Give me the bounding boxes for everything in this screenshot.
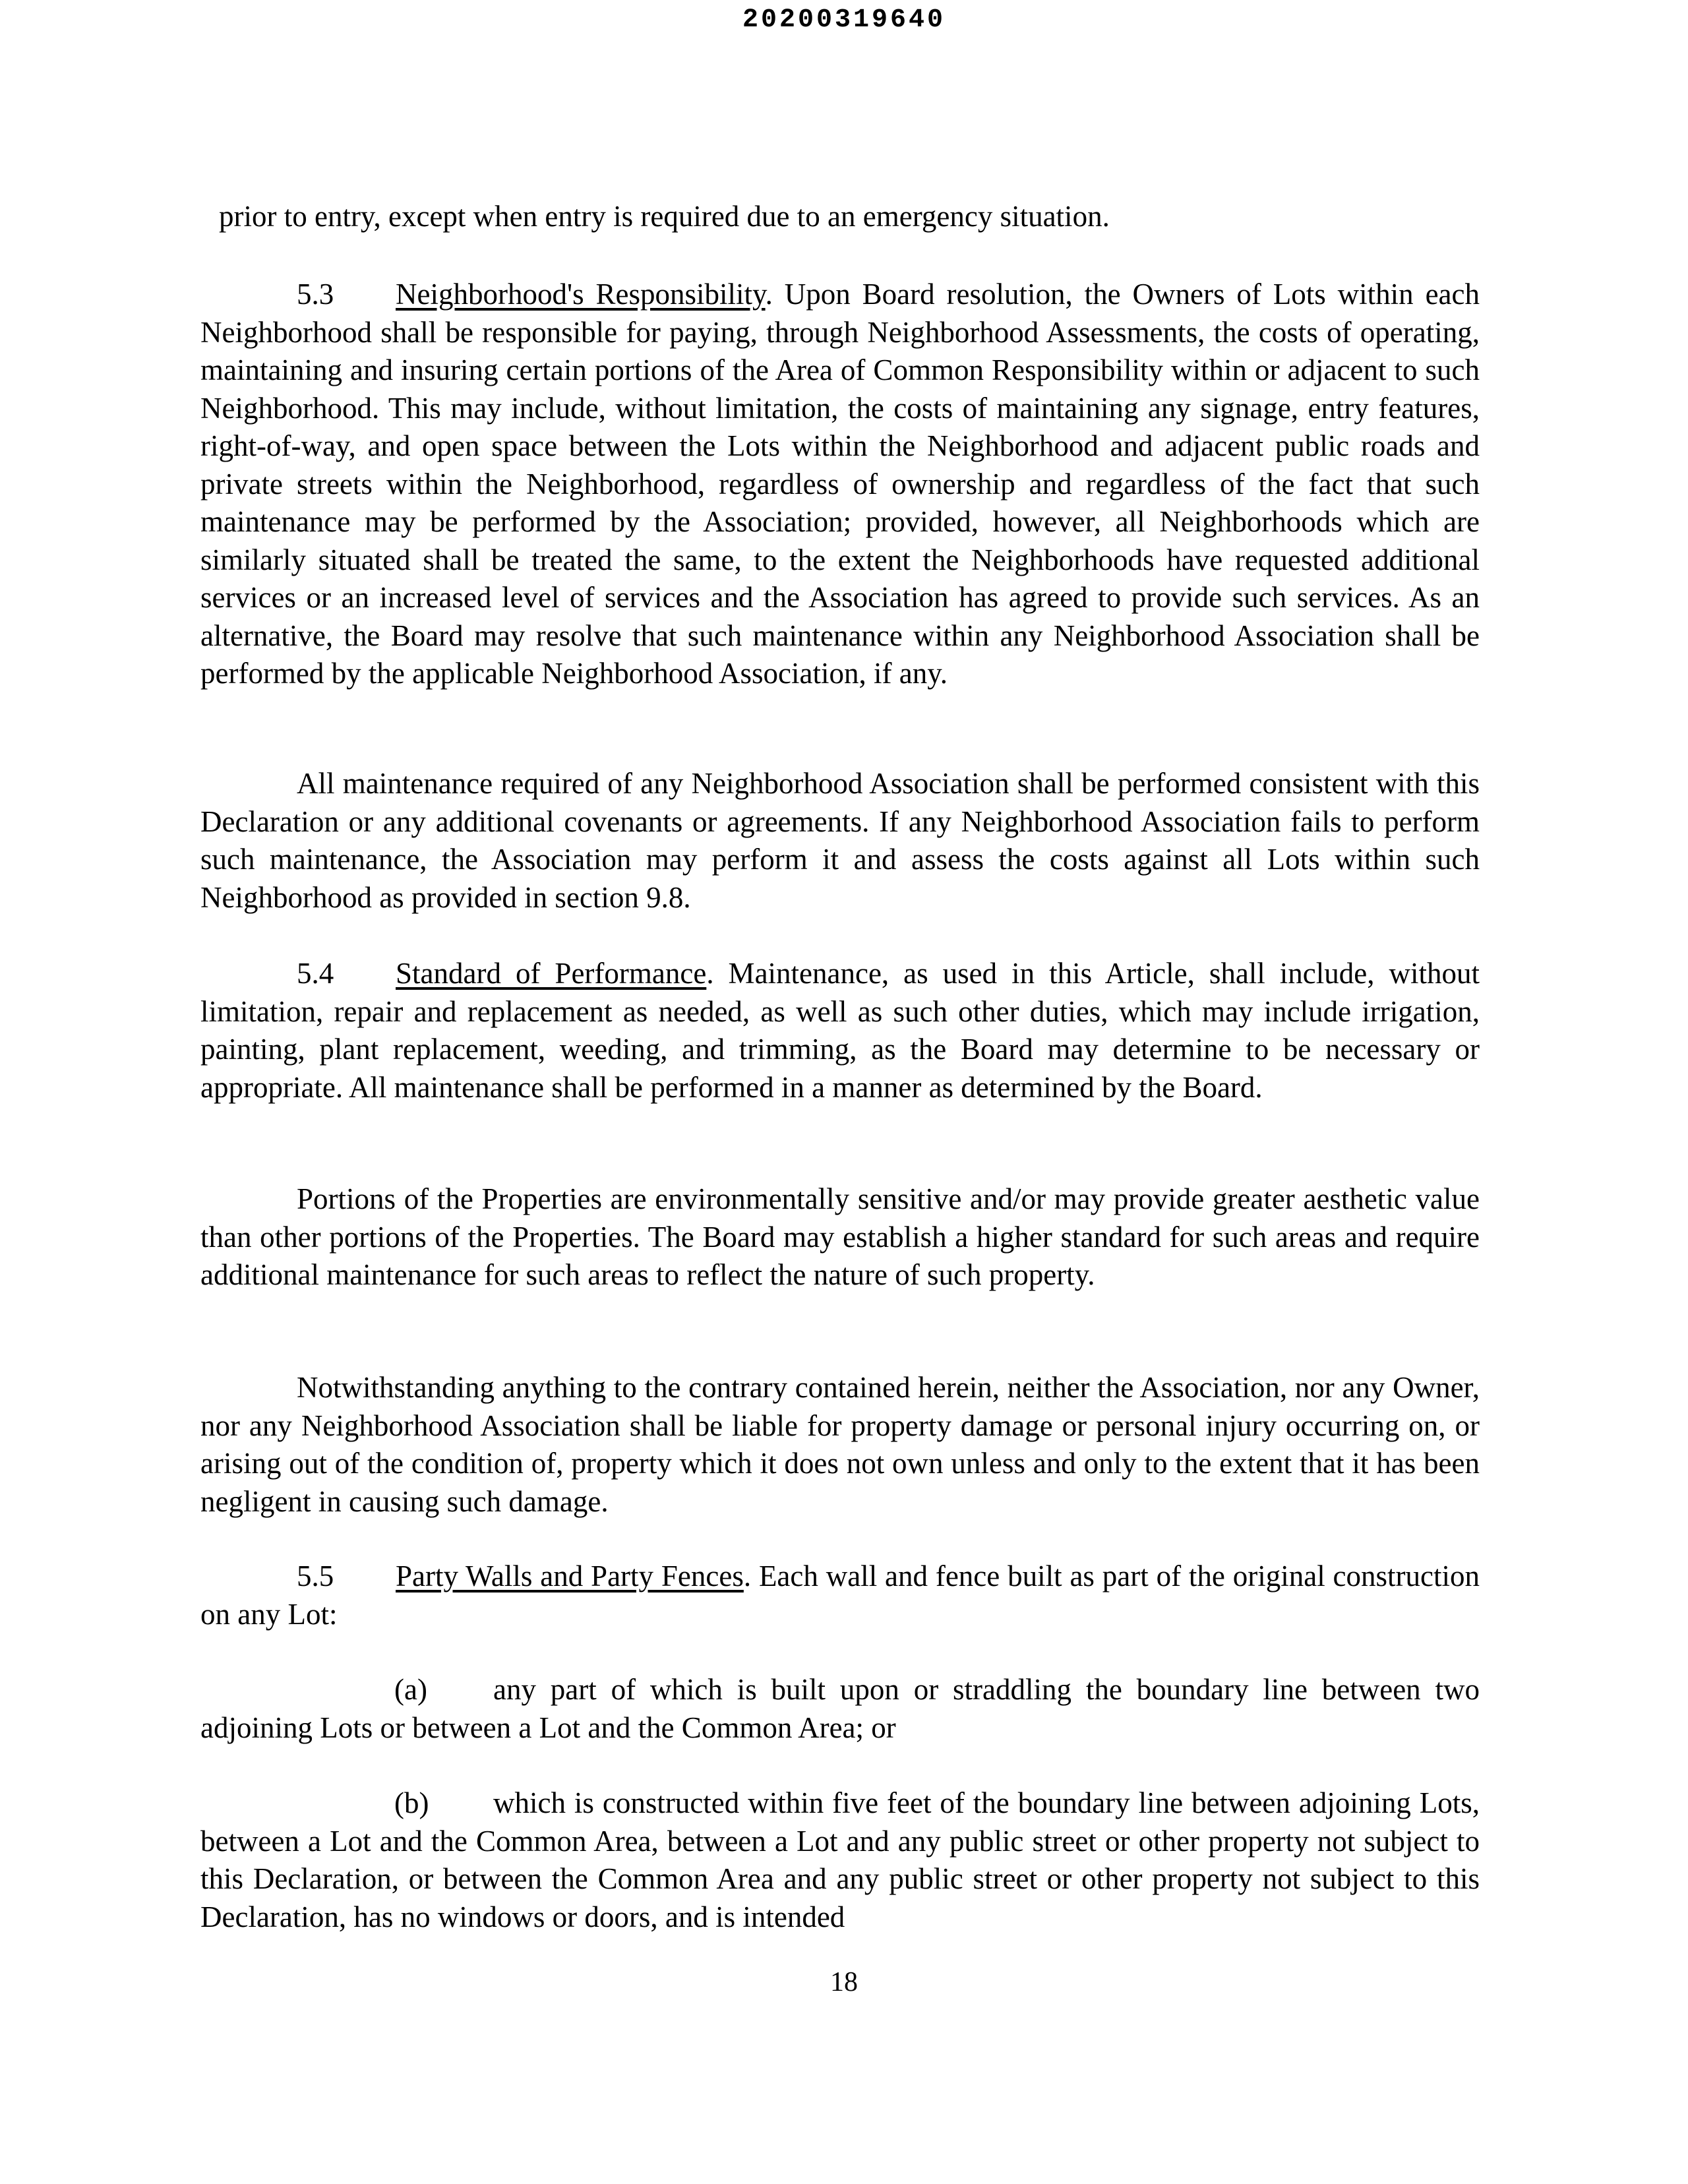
section-heading: Neighborhood's Responsibility	[396, 278, 766, 311]
section-heading: Party Walls and Party Fences	[396, 1560, 744, 1592]
subitem-b	[200, 1784, 1480, 1936]
section-5-3	[200, 276, 1480, 693]
continuation-text: prior to entry, except when entry is required due to an emergency situation.	[219, 200, 1110, 233]
subitem-text: any part of which is built upon or straddling the boundary line between two adjoining Lots or between a Lot and the Common Area; or	[200, 1673, 1480, 1744]
section-number: 5.3	[297, 278, 334, 311]
section-5-5	[200, 1558, 1480, 1633]
paragraph-environmental	[200, 1180, 1480, 1294]
page-number: 18	[830, 1967, 858, 1997]
subitem-label: (a)	[394, 1673, 427, 1706]
subitem-text: which is constructed within five feet of the boundary line between adjoining Lots, between a Lot and the Common Area, between a Lot and any public street or other property not subject to this Declaration, or between the Common Area and any public street or other property not subject to this Declaration, has no windows or doors, and is intended	[200, 1786, 1480, 1933]
paragraph-text: All maintenance required of any Neighborhood Association shall be performed consistent with this Declaration or any additional covenants or agreements. If any Neighborhood Association fails to perform such maintenance, the Association may perform it and assess the costs against all Lots within such Neighborhood as provided in section 9.8.	[200, 767, 1480, 914]
paragraph-neighborhood-maintenance	[200, 765, 1480, 917]
subitem-label: (b)	[394, 1786, 429, 1819]
section-number: 5.5	[297, 1560, 334, 1592]
section-5-4	[200, 955, 1480, 1107]
section-text: . Each wall and fence built as part of the original construction on any Lot:	[200, 1560, 1480, 1631]
section-text: . Upon Board resolution, the Owners of Lots within each Neighborhood shall be responsible for paying, through Neighborhood Assessments, the costs of operating, maintaining and insuring certain portions of the Area of Common Responsibility within or adjacent to such Neighborhood. This may include, without limitation, the costs of maintaining any signage, entry features, right-of-way, and open space between the Lots within the Neighborhood and adjacent public roads and private streets within the Neighborhood, regardless of ownership and regardless of the fact that such maintenance may be performed by the Association; provided, however, all Neighborhoods which are similarly situated shall be treated the same, to the extent the Neighborhoods have requested additional services or an increased level of services and the Association has agreed to provide such services. As an alternative, the Board may resolve that such maintenance within any Neighborhood Association shall be performed by the applicable Neighborhood Association, if any.	[200, 278, 1480, 690]
section-number: 5.4	[297, 957, 334, 990]
document-number: 20200319640	[742, 5, 946, 35]
section-text: . Maintenance, as used in this Article, shall include, without limitation, repair and replacement as needed, as well as such other duties, which may include irrigation, painting, plant replacement, weeding, and trimming, as the Board may determine to be necessary or appropriate. All maintenance shall be performed in a manner as determined by the Board.	[200, 957, 1480, 1104]
paragraph-text: Notwithstanding anything to the contrary contained herein, neither the Association, nor any Owner, nor any Neighborhood Association shall be liable for property damage or personal injury occurring on, or arising out of the condition of, property which it does not own unless and only to the extent that it has been negligent in causing such damage.	[200, 1371, 1480, 1518]
paragraph-text: Portions of the Properties are environmentally sensitive and/or may provide greater aesthetic value than other portions of the Properties. The Board may establish a higher standard for such areas and require additional maintenance for such areas to reflect the nature of such property.	[200, 1182, 1480, 1291]
paragraph-liability	[200, 1369, 1480, 1521]
subitem-a	[200, 1671, 1480, 1747]
section-heading: Standard of Performance	[396, 957, 707, 990]
